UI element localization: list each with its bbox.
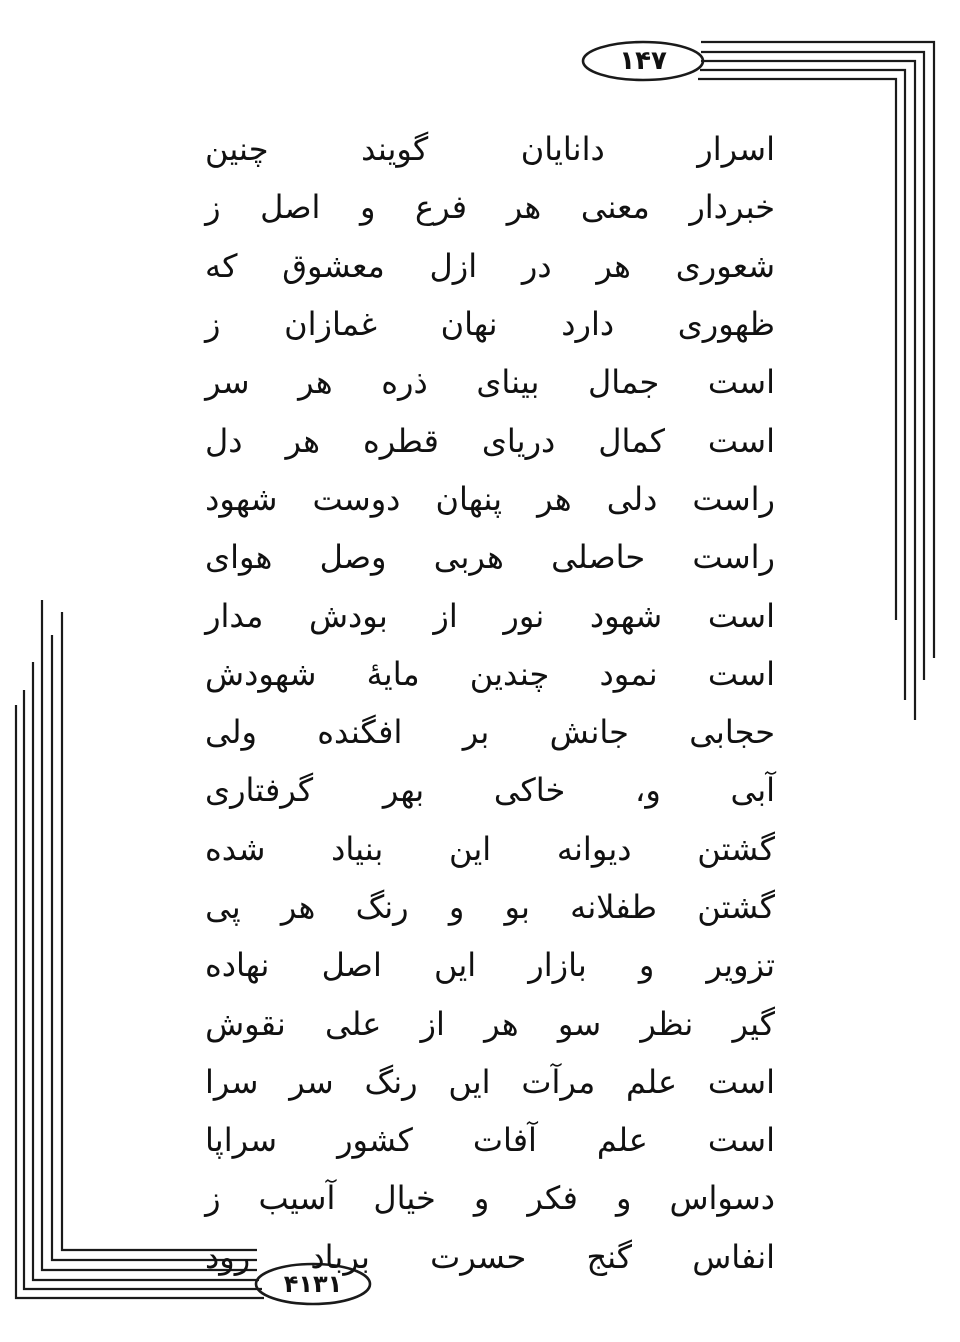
verse-word: هر	[484, 1004, 519, 1043]
verse-word: هوای	[205, 538, 273, 577]
verse-word: پی	[205, 888, 241, 926]
verse-word: وصل	[319, 538, 387, 577]
verse-word: غمازان	[284, 305, 377, 344]
verse-word: خبردار	[689, 188, 775, 227]
verse-word: علی	[324, 1004, 382, 1043]
verse-word: راست	[692, 479, 775, 518]
verse-word: و	[615, 1179, 632, 1218]
verse-line	[205, 411, 775, 469]
verse-word: دلی	[606, 479, 658, 518]
verse-word: ظهوری	[677, 305, 775, 344]
verse-word: ازل	[429, 246, 478, 285]
verse-word: افگنده	[317, 713, 403, 752]
verse-word: است	[707, 1121, 775, 1160]
verse-line	[205, 1053, 775, 1111]
verse-line	[205, 586, 775, 644]
verse-word: بو	[504, 888, 530, 926]
verse-word: از	[420, 1004, 445, 1043]
verse-word: خیال	[373, 1179, 436, 1218]
verse-word: و	[360, 188, 376, 227]
verse-word: هر	[506, 188, 542, 227]
verse-word: آفات	[472, 1121, 537, 1160]
verse-list	[205, 120, 775, 1286]
footer-number: ۴۱۳۱	[283, 1270, 343, 1298]
verse-word: هر	[298, 363, 333, 402]
verse-word: چندین	[469, 654, 550, 693]
verse-word: ذره	[381, 363, 428, 402]
verse-word: است	[707, 421, 775, 460]
verse-word: هر	[537, 479, 572, 518]
verse-word: رود	[205, 1237, 251, 1276]
verse-word: شهود	[205, 479, 278, 518]
verse-line	[205, 120, 775, 178]
verse-word: سر	[205, 363, 250, 402]
verse-word: قطره	[362, 421, 439, 460]
verse-word: فرع	[415, 188, 468, 227]
page-number: ۱۴۷	[619, 46, 667, 76]
verse-word: و	[473, 1179, 490, 1218]
verse-word: نور	[503, 596, 545, 635]
verse-word: و	[448, 888, 465, 926]
verse-word: ولی	[205, 713, 257, 752]
verse-word: بازار	[528, 946, 587, 985]
verse-word: گشتن	[697, 888, 775, 926]
verse-line	[205, 353, 775, 411]
verse-word: سر	[289, 1062, 334, 1101]
verse-line	[205, 178, 775, 236]
verse-word: ز	[205, 1179, 221, 1218]
verse-line	[205, 470, 775, 528]
verse-line	[205, 936, 775, 994]
verse-word: بودش	[308, 596, 388, 635]
verse-word: نهان	[440, 305, 498, 344]
verse-word: کشور	[337, 1121, 413, 1160]
verse-word: آبی	[730, 771, 775, 810]
verse-word: نظر	[640, 1004, 694, 1043]
verse-word: دانایان	[520, 130, 605, 169]
verse-word: ز	[205, 305, 221, 344]
verse-word: جمال	[587, 363, 660, 402]
verse-word: رنگ	[364, 1062, 418, 1101]
verse-word: گیر	[732, 1004, 775, 1043]
verse-word: بنیاد	[331, 829, 384, 868]
verse-line	[205, 645, 775, 703]
verse-line	[205, 878, 775, 936]
verse-word: دارد	[561, 305, 615, 344]
verse-word: نمود	[599, 654, 658, 693]
verse-word: حاصلی	[551, 538, 646, 577]
verse-word: حسرت	[430, 1237, 527, 1276]
verse-word: مرآت	[521, 1062, 596, 1101]
verse-word: بهر	[382, 771, 425, 810]
verse-word: دوست	[312, 479, 401, 518]
verse-word: ایں	[433, 946, 477, 985]
verse-word: کمال	[598, 421, 665, 460]
verse-word: علم	[596, 1121, 648, 1160]
verse-word: فکر	[527, 1179, 578, 1218]
verse-line	[205, 1169, 775, 1227]
verse-word: این	[449, 829, 492, 868]
verse-word: سرا	[205, 1062, 259, 1101]
verse-word: دیوانه	[556, 829, 632, 868]
verse-word: اصل	[260, 188, 321, 227]
verse-word: ز	[205, 188, 221, 227]
verse-word: گنج	[586, 1237, 632, 1276]
verse-word: بینای	[476, 363, 540, 402]
verse-word: و،	[635, 771, 661, 810]
verse-word: علم	[626, 1062, 678, 1101]
verse-word: گشتن	[697, 829, 775, 868]
verse-word: هر	[285, 421, 321, 460]
verse-line	[205, 761, 775, 819]
verse-word: دسواس	[669, 1179, 775, 1218]
verse-word: راست	[692, 538, 775, 577]
verse-word: اسرار	[697, 130, 775, 169]
verse-line	[205, 994, 775, 1052]
verse-word: مدار	[205, 596, 264, 635]
verse-word: تزویر	[706, 946, 775, 985]
verse-word: است	[707, 363, 775, 402]
verse-line	[205, 237, 775, 295]
verse-word: اصل	[321, 946, 382, 985]
verse-word: است	[707, 654, 775, 693]
verse-word: مایهٔ	[366, 654, 420, 693]
verse-word: شهود	[589, 596, 663, 635]
verse-line	[205, 1111, 775, 1169]
verse-word: جانش	[549, 713, 629, 752]
verse-word: چنین	[205, 130, 269, 169]
verse-word: شعوری	[675, 246, 775, 285]
verse-word: دریای	[481, 421, 556, 460]
verse-line	[205, 295, 775, 353]
verse-word: معشوق	[282, 246, 385, 285]
verse-word: نقوش	[205, 1004, 286, 1043]
verse-word: انفاس	[692, 1237, 775, 1276]
verse-word: سو	[557, 1004, 602, 1043]
verse-word: معنی	[580, 188, 650, 227]
verse-word: هر	[596, 246, 631, 285]
verse-word: طفلانه	[570, 888, 657, 926]
verse-line	[205, 703, 775, 761]
verse-line	[205, 820, 775, 878]
verse-word: بر	[462, 713, 490, 752]
verse-word: آسیب	[258, 1179, 336, 1218]
verse-word: است	[707, 1062, 775, 1101]
verse-word: حجابی	[689, 713, 775, 752]
verse-word: شهودش	[205, 654, 317, 693]
verse-line	[205, 528, 775, 586]
verse-word: هربی	[433, 538, 504, 577]
verse-word: است	[707, 596, 775, 635]
verse-word: در	[521, 246, 552, 285]
verse-word: گرفتاری	[205, 771, 314, 810]
verse-word: گویند	[361, 130, 429, 169]
verse-word: که	[205, 246, 238, 285]
verse-word: دل	[205, 421, 243, 460]
verse-word: پنهان	[435, 479, 503, 518]
verse-word: هر	[280, 888, 316, 926]
verse-word: سراپا	[205, 1121, 278, 1160]
verse-word: ایں	[448, 1062, 491, 1101]
verse-word: شده	[205, 829, 266, 868]
verse-word: از	[433, 596, 458, 635]
verse-word: و	[638, 946, 655, 985]
verse-word: برباد	[310, 1237, 370, 1276]
verse-word: نهاده	[205, 946, 270, 985]
verse-word: خاکی	[493, 771, 566, 810]
verse-word: رنگ	[355, 888, 409, 926]
